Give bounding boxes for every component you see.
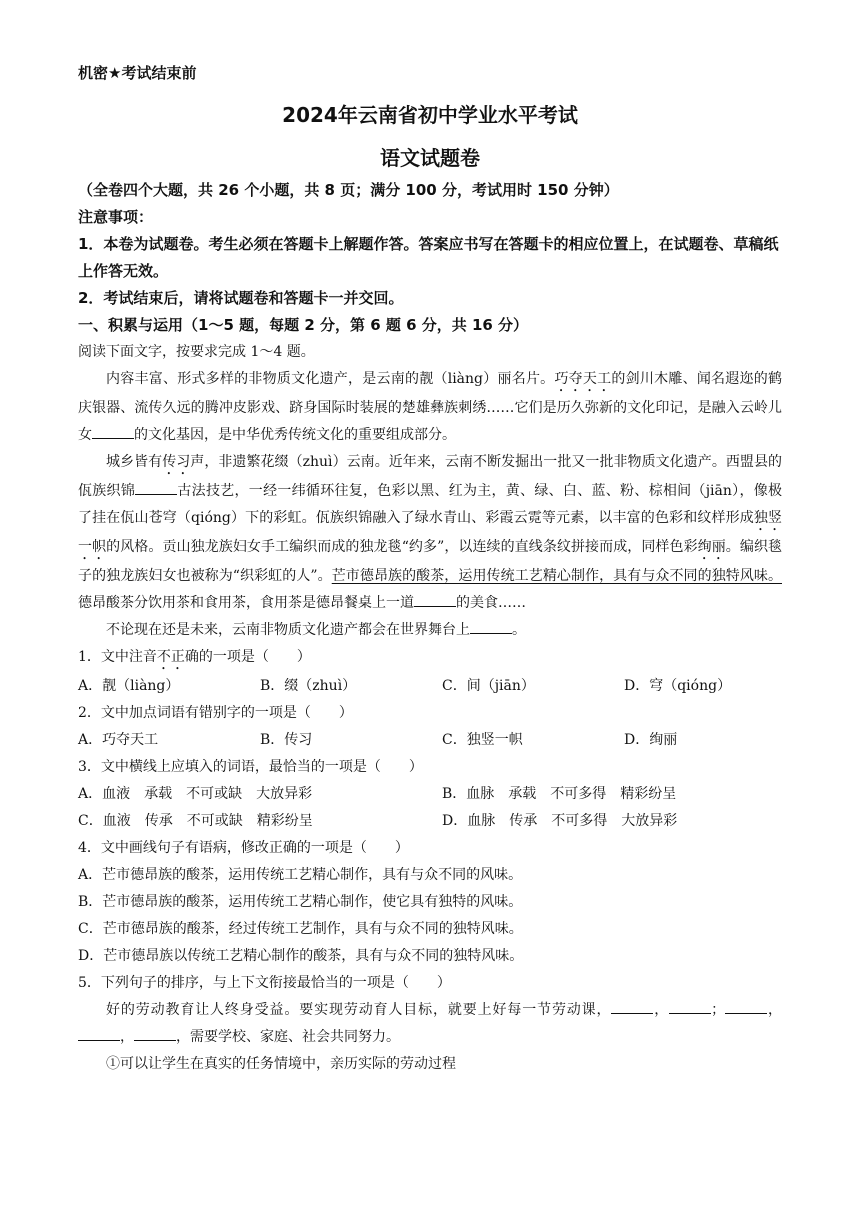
option-d: D．绚丽 — [624, 732, 678, 748]
fill-blank — [78, 1026, 120, 1041]
option-a: A．血液 承载 不可或缺 大放异彩 — [78, 786, 313, 802]
exam-subtitle: 语文试题卷 — [380, 146, 480, 170]
passage-paragraph-1: 内容丰富、形式多样的非物质文化遗产，是云南的靓（liàng）丽名片。巧夺天工的剑川木雕、闻名遐迩的鹤庆银器、流传久远的腾冲皮影戏、跻身国际时装展的楚雄彝族刺绣……它们是历久弥新的文化印记，是融入云岭儿女 的文化基因，是中华优秀传统文化的重要组成部分。 — [78, 371, 783, 443]
option-b: B．血脉 承载 不可多得 精彩纷呈 — [442, 786, 677, 802]
exam-title: 2024年云南省初中学业水平考试 — [282, 103, 578, 127]
dotted-word-chuanxi: 传习 — [162, 454, 191, 470]
option-c: C．独竖一帜 — [442, 732, 523, 748]
question-4-options — [78, 862, 782, 970]
fill-blank — [414, 592, 456, 607]
passage-paragraph-3: 不论现在还是未来，云南非物质文化遗产都会在世界舞台上 。 — [78, 617, 782, 644]
question-5-stem: 5．下列句子的排序，与上下文衔接最恰当的一项是（ ） — [78, 975, 451, 991]
question-1-stem: 1．文中注音不正确的一项是（ ） — [78, 649, 311, 665]
option-d: D．穹（qióng） — [624, 678, 732, 694]
reading-instruction: 阅读下面文字，按要求完成 1～4 题。 — [78, 344, 315, 360]
fill-blank — [135, 480, 177, 495]
option-b: B．芒市德昂族的酸茶，运用传统工艺精心制作，使它具有独特的风味。 — [78, 894, 523, 910]
notice-item-1: 1．本卷为试题卷。考生必须在答题卡上解题作答。答案应书写在答题卡的相应位置上，在试题卷、草稿纸上作答无效。 — [78, 235, 779, 280]
underlined-sentence: 芒市德昂族的酸茶，运用传统工艺精心制作，具有与众不同的独特风味。 — [331, 568, 782, 584]
question-5-item-1: ①可以让学生在真实的任务情境中，亲历实际的劳动过程 — [106, 1056, 456, 1072]
option-c: C．间（jiān） — [442, 678, 535, 694]
section-1-heading: 一、积累与运用（1～5 题，每题 2 分，第 6 题 6 分，共 16 分） — [78, 316, 529, 334]
option-b: B．传习 — [260, 732, 313, 748]
option-c: C．芒市德昂族的酸茶，经过传统工艺制作，具有与众不同的独特风味。 — [78, 921, 523, 937]
option-c: C．血液 传承 不可或缺 精彩纷呈 — [78, 813, 313, 829]
question-4-stem: 4．文中画线句子有语病，修改正确的一项是（ ） — [78, 840, 409, 856]
question-2-stem: 2．文中加点词语有错别字的一项是（ ） — [78, 705, 353, 721]
question-3-options — [78, 781, 782, 835]
dotted-word-qiaoduotiangong: 巧夺天工 — [554, 371, 612, 387]
option-a: A．芒市德昂族的酸茶，运用传统工艺精心制作，具有与众不同的风味。 — [78, 867, 523, 883]
option-d: D．芒市德昂族以传统工艺精心制作的酸茶，具有与众不同的独特风味。 — [78, 948, 524, 964]
dotted-word-buzheng: 不正 — [156, 649, 185, 665]
fill-blank — [134, 1026, 176, 1041]
dotted-word-dushuyizhi: 独竖一帜 — [78, 510, 782, 555]
question-1-options — [78, 673, 782, 700]
option-b: B．缀（zhuì） — [260, 678, 357, 694]
fill-blank — [725, 999, 767, 1014]
question-3-stem: 3．文中横线上应填入的词语，最恰当的一项是（ ） — [78, 759, 423, 775]
option-a: A．靓（liàng） — [78, 678, 180, 694]
notice-heading: 注意事项： — [78, 208, 154, 226]
confidential-label: 机密★考试结束前 — [78, 64, 197, 82]
fill-blank — [611, 999, 653, 1014]
question-2-options — [78, 727, 782, 754]
exam-info: （全卷四个大题，共 26 个小题，共 8 页；满分 100 分，考试用时 150 分钟） — [78, 181, 619, 199]
option-a: A．巧夺天工 — [78, 732, 159, 748]
fill-blank — [92, 424, 134, 439]
fill-blank — [669, 999, 711, 1014]
question-5-paragraph: 好的劳动教育让人终身受益。要实现劳动育人目标，就要上好每一节劳动课， ， ； ，， ，需要学校、家庭、社会共同努力。 — [78, 997, 782, 1051]
fill-blank — [470, 619, 512, 634]
notice-item-2: 2．考试结束后，请将试题卷和答题卡一并交回。 — [78, 289, 404, 307]
option-d: D．血脉 传承 不可多得 大放异彩 — [442, 813, 678, 829]
passage-paragraph-2: 城乡皆有传习声，非遗繁花缀（zhuì）云南。近年来，云南不断发掘出一批又一批非物质文化遗产。西盟县的佤族织锦 古法技艺，一经一纬循环往复，色彩以黑、红为主，黄、绿、白、蓝、粉、棕相间（jiān），像极了挂在佤山苍穹（qióng）下的彩虹。佤族织锦融入了绿水青山、彩霞云霓等元素，以丰富的色彩和纹样形成独竖一帜的风格。贡山独龙族妇女手工编织而成的独龙毯“约多”，以连续的直线条纹拼接而成，同样色彩绚丽。编织毯子的独龙族妇女也被称为“织彩虹的人”。芒市德昂族的酸茶，运用传统工艺精心制作，具有与众不同的独特风味。德昂酸茶分饮用茶和食用茶，食用茶是德昂餐桌上一道 的美食…… — [78, 454, 783, 611]
dotted-word-xuanli: 绚丽 — [697, 539, 726, 555]
